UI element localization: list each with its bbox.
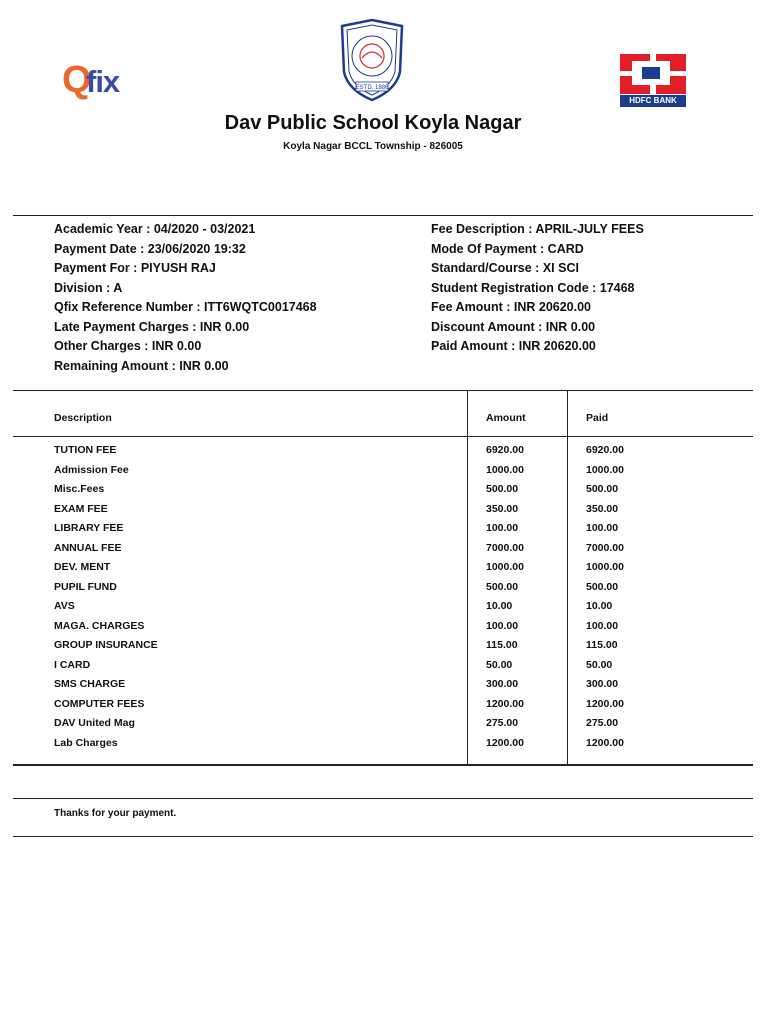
table-row-paid: 1000.00 (586, 561, 624, 573)
table-row-amount: 1000.00 (486, 463, 524, 476)
school-address: Koyla Nagar BCCL Township - 826005 (283, 141, 463, 152)
info-other-charges: Other Charges : INR 0.00 (54, 339, 202, 353)
payment-info-left (54, 220, 317, 376)
table-row-amount: 275.00 (486, 717, 519, 729)
footer-bottom-divider (13, 836, 753, 837)
table-bottom-border (13, 764, 753, 766)
table-row-description: AVS (54, 600, 75, 612)
info-division: Division : A (54, 280, 123, 295)
table-header-description: Description (54, 412, 112, 424)
info-late-payment-charges: Late Payment Charges : INR 0.00 (54, 319, 250, 334)
info-remaining-amount: Remaining Amount : INR 0.00 (54, 358, 229, 373)
table-row-paid: 50.00 (586, 658, 613, 671)
table-row-amount: 115.00 (486, 639, 518, 651)
info-registration-code: Student Registration Code : 17468 (431, 280, 635, 295)
divider-top (13, 215, 753, 216)
info-payment-date: Payment Date : 23/06/2020 19:32 (54, 241, 246, 256)
table-row-paid: 350.00 (586, 502, 619, 515)
school-emblem-logo (334, 16, 410, 104)
table-row-paid: 10.00 (586, 600, 613, 612)
table-row-description: COMPUTER FEES (54, 697, 145, 710)
table-row-amount: 50.00 (486, 658, 513, 671)
qfix-logo: Q fix (62, 59, 120, 101)
table-header-paid: Paid (586, 412, 609, 424)
table-row-description: Lab Charges (54, 736, 118, 749)
emblem-estd-text: ESTD. 1886 (355, 85, 389, 91)
table-row-description: LIBRARY FEE (54, 522, 124, 534)
info-standard-course: Standard/Course : XI SCI (431, 261, 579, 275)
table-column-divider-amount (467, 390, 468, 766)
footer-top-divider (13, 798, 753, 799)
table-row-amount: 500.00 (486, 580, 519, 593)
hdfc-bank-logo (620, 54, 686, 108)
table-header-divider (13, 436, 753, 437)
info-fee-description: Fee Description : APRIL-JULY FEES (431, 222, 644, 236)
table-row-amount: 300.00 (486, 678, 519, 690)
table-row-description: I CARD (54, 658, 91, 671)
table-column-divider-paid (567, 390, 568, 766)
table-row-paid: 500.00 (586, 580, 619, 593)
table-row-description: MAGA. CHARGES (54, 619, 145, 632)
table-row-description: Misc.Fees (54, 483, 105, 495)
table-row-amount: 1200.00 (486, 697, 524, 710)
info-mode-of-payment: Mode Of Payment : CARD (431, 241, 584, 256)
table-row-description: GROUP INSURANCE (54, 639, 158, 651)
table-row-description: Admission Fee (54, 463, 129, 476)
fee-paid-column (586, 441, 706, 753)
table-row-paid: 1200.00 (586, 697, 624, 710)
info-discount-amount: Discount Amount : INR 0.00 (431, 319, 596, 334)
info-payment-for: Payment For : PIYUSH RAJ (54, 261, 216, 275)
table-header-amount: Amount (486, 412, 526, 424)
thanks-message: Thanks for your payment. (54, 808, 177, 819)
table-row-amount: 10.00 (486, 600, 513, 612)
table-row-description: PUPIL FUND (54, 580, 117, 593)
table-row-amount: 100.00 (486, 619, 519, 632)
payment-info-right (431, 220, 644, 357)
table-row-amount: 350.00 (486, 502, 519, 515)
fee-description-column (54, 441, 454, 753)
table-row-amount: 1000.00 (486, 561, 524, 573)
table-row-amount: 500.00 (486, 483, 519, 495)
table-row-paid: 300.00 (586, 678, 619, 690)
fee-amount-column (486, 441, 564, 753)
table-row-amount: 1200.00 (486, 736, 524, 749)
info-academic-year: Academic Year : 04/2020 - 03/2021 (54, 222, 256, 236)
table-row-paid: 115.00 (586, 639, 618, 651)
table-row-paid: 500.00 (586, 483, 619, 495)
school-name: Dav Public School Koyla Nagar (224, 112, 522, 134)
table-row-description: DEV. MENT (54, 561, 111, 573)
info-fee-amount: Fee Amount : INR 20620.00 (431, 300, 592, 314)
table-row-paid: 6920.00 (586, 444, 624, 456)
info-reference-number: Qfix Reference Number : ITT6WQTC0017468 (54, 300, 317, 314)
hdfc-bank-logo-text: HDFC BANK (620, 95, 686, 107)
table-top-border (13, 390, 753, 391)
table-row-amount: 7000.00 (486, 541, 524, 554)
table-row-description: DAV United Mag (54, 717, 135, 729)
table-row-paid: 275.00 (586, 717, 619, 729)
table-row-amount: 100.00 (486, 522, 519, 534)
table-row-paid: 1000.00 (586, 463, 624, 476)
table-row-description: TUTION FEE (54, 444, 117, 456)
table-row-paid: 100.00 (586, 522, 619, 534)
table-row-description: SMS CHARGE (54, 678, 126, 690)
table-row-paid: 7000.00 (586, 541, 624, 554)
table-row-amount: 6920.00 (486, 444, 524, 456)
table-row-paid: 1200.00 (586, 736, 624, 749)
table-row-paid: 100.00 (586, 619, 619, 632)
info-paid-amount: Paid Amount : INR 20620.00 (431, 339, 596, 353)
table-row-description: ANNUAL FEE (54, 541, 122, 554)
table-row-description: EXAM FEE (54, 502, 108, 515)
